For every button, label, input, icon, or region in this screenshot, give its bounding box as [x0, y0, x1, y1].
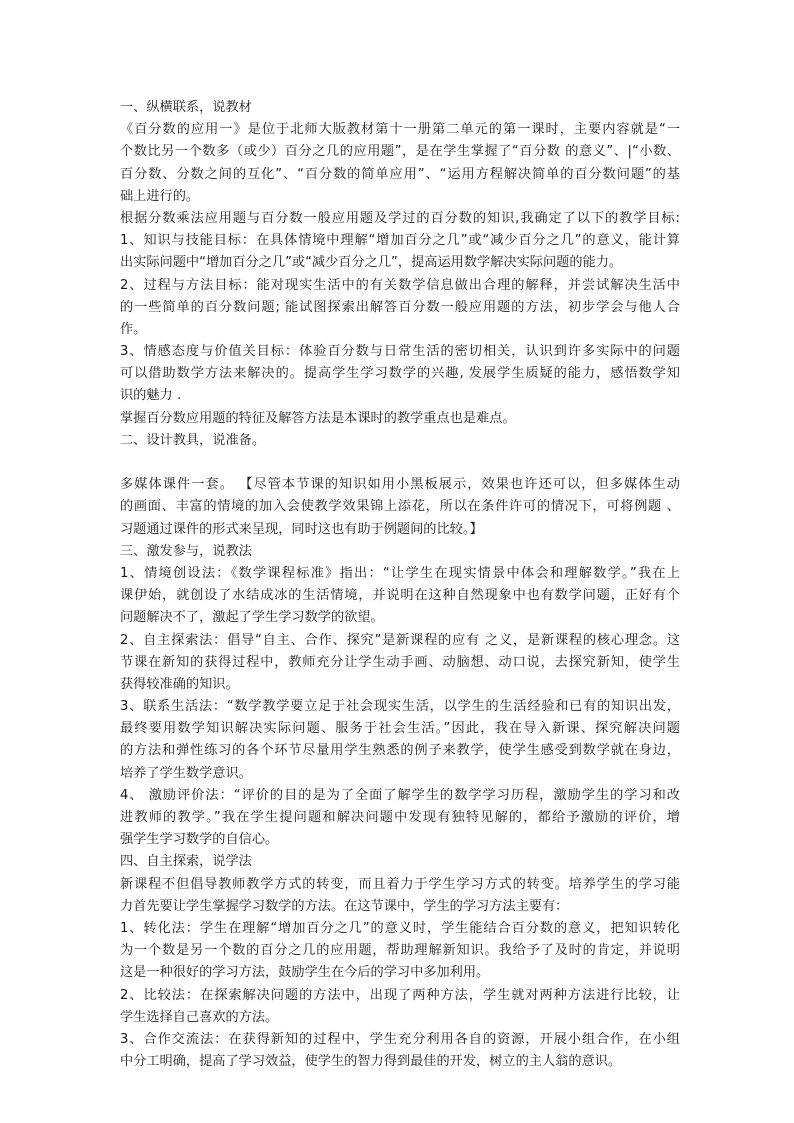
text-line: 节课在新知的获得过程中，教师充分让学生动手画、动脑想、动口说，去探究新知，使学生: [120, 654, 680, 670]
text-line: 学生选择自己喜欢的方法。: [120, 1009, 279, 1025]
text-line: 这是一种很好的学习方法，鼓励学生在今后的学习中多加利用。: [120, 965, 490, 981]
text-line: 个数比另一个数多（或少）百分之几的应用题”，是在学生掌握了“百分数 的意义”、|“小数、: [120, 144, 680, 160]
text-line: 的画面、丰富的情境的加入会使教学效果锦上添花，所以在条件许可的情况下，可将例题 、: [120, 499, 680, 515]
text-line: 出实际问题中“增加百分之几”或“减少百分之几”，提高运用数学解决实际问题的能力。: [120, 255, 623, 271]
text-line: 可以借助数学方法来解决的。提高学生学习数学的兴趣, 发展学生质疑的能力，感悟数学知: [120, 366, 680, 382]
text-line: 2、比较法：在探索解决问题的方法中，出现了两种方法，学生就对两种方法进行比较，让: [120, 987, 680, 1003]
document-body: [120, 97, 680, 1073]
blank-line: [120, 452, 680, 474]
text-line: 多媒体课件一套。 【尽管本节课的知识如用小黑板展示，效果也许还可以，但多媒体生动: [120, 477, 680, 493]
text-line: 2、自主探索法：倡导“自主、合作、探究”是新课程的应有 之义，是新课程的核心理念。这: [120, 632, 680, 648]
text-line: 的一些简单的百分数问题; 能试图探索出解答百分数一般应用题的方法，初步学会与他人合: [120, 299, 680, 315]
text-line: 《百分数的应用一》是位于北师大版教材第十一册第二单元的第一课时，主要内容就是“一: [120, 122, 680, 138]
text-line: 3、合作交流法：在获得新知的过程中，学生充分利用各自的资源，开展小组合作，在小组: [120, 1031, 680, 1047]
text-line: 1、转化法：学生在理解“增加百分之几”的意义时，学生能结合百分数的意义，把知识转化: [120, 920, 680, 936]
text-line: 获得较准确的知识。: [120, 676, 239, 692]
text-line: 进教师的教学。”我在学生提问题和解决问题中发现有独特见解的，都给予激励的评价，增: [120, 810, 680, 825]
text-line: 问题解决不了，激起了学生学习数学的欲望。: [120, 610, 384, 626]
text-line: 1、情境创设法：《数学课程标准》指出：“让学生在现实情景中体会和理解数学。”我在上: [120, 565, 680, 581]
text-line: 根据分数乘法应用题与百分数一般应用题及学过的百分数的知识,我确定了以下的教学目标:: [120, 210, 680, 226]
section-heading-2: 二、设计教具，说准备。: [120, 432, 266, 448]
text-line: 新课程不但倡导教师教学方式的转变，而且着力于学生学习方式的转变。培养学生的学习能: [120, 876, 680, 892]
text-line: 力首先要让学生掌握学习数学的方法。在这节课中，学生的学习方法主要有：: [120, 898, 569, 914]
text-line: 3、联系生活法：“数学教学要立足于社会现实生活，以学生的生活经验和已有的知识出发，: [120, 699, 680, 715]
text-line: 百分数、分数之间的互化”、“百分数的简单应用”、“运用方程解决简单的百分数问题”的基: [120, 166, 680, 182]
text-line: 掌握百分数应用题的特征及解答方法是本课时的教学重点也是难点。: [120, 410, 516, 426]
text-line: 培养了学生数学意识。: [120, 765, 252, 781]
text-line: 强学生学习数学的自信心。: [120, 832, 279, 848]
text-line: 识的魅力 .: [120, 388, 182, 404]
text-line: 础上进行的。: [120, 188, 200, 204]
text-line: 2、过程与方法目标：能对现实生活中的有关数学信息做出合理的解释，并尝试解决生活中: [120, 277, 680, 293]
text-line: 习题通过课件的形式来呈现，同时这也有助于例题间的比较。】: [120, 521, 483, 537]
section-heading-4: 四、自主探索，说学法: [120, 854, 252, 870]
text-line: 课伊始，就创设了水结成冰的生活情境，并说明在这种自然现象中也有数学问题，正好有个: [120, 588, 680, 604]
text-line: 的方法和弹性练习的各个环节尽量用学生熟悉的例子来教学，使学生感受到数学就在身边，: [120, 743, 680, 759]
text-line: 4、 激励评价法：“评价的目的是为了全面了解学生的数学学习历程，激励学生的学习和改: [120, 787, 680, 803]
text-line: 作。: [120, 321, 147, 337]
section-heading-1: 一、纵横联系，说教材: [120, 100, 252, 115]
text-line: 3、情感态度与价值关目标：体验百分数与日常生活的密切相关，认识到许多实际中的问题: [120, 344, 680, 360]
text-line: 最终要用数学知识解决实际问题、服务于社会生活。”因此，我在导入新课、探究解决问题: [120, 721, 680, 737]
text-line: 为一个数是另一个数的百分之几的应用题，帮助理解新知识。我给予了及时的肯定，并说明: [120, 943, 680, 959]
text-line: 1、知识与技能目标：在具体情境中理解“增加百分之几”或“减少百分之几”的意义，能计算: [120, 233, 680, 249]
text-line: 中分工明确，提高了学习效益，使学生的智力得到最佳的开发，树立的主人翁的意识。: [120, 1054, 622, 1070]
section-heading-3: 三、激发参与，说教法: [120, 543, 252, 559]
